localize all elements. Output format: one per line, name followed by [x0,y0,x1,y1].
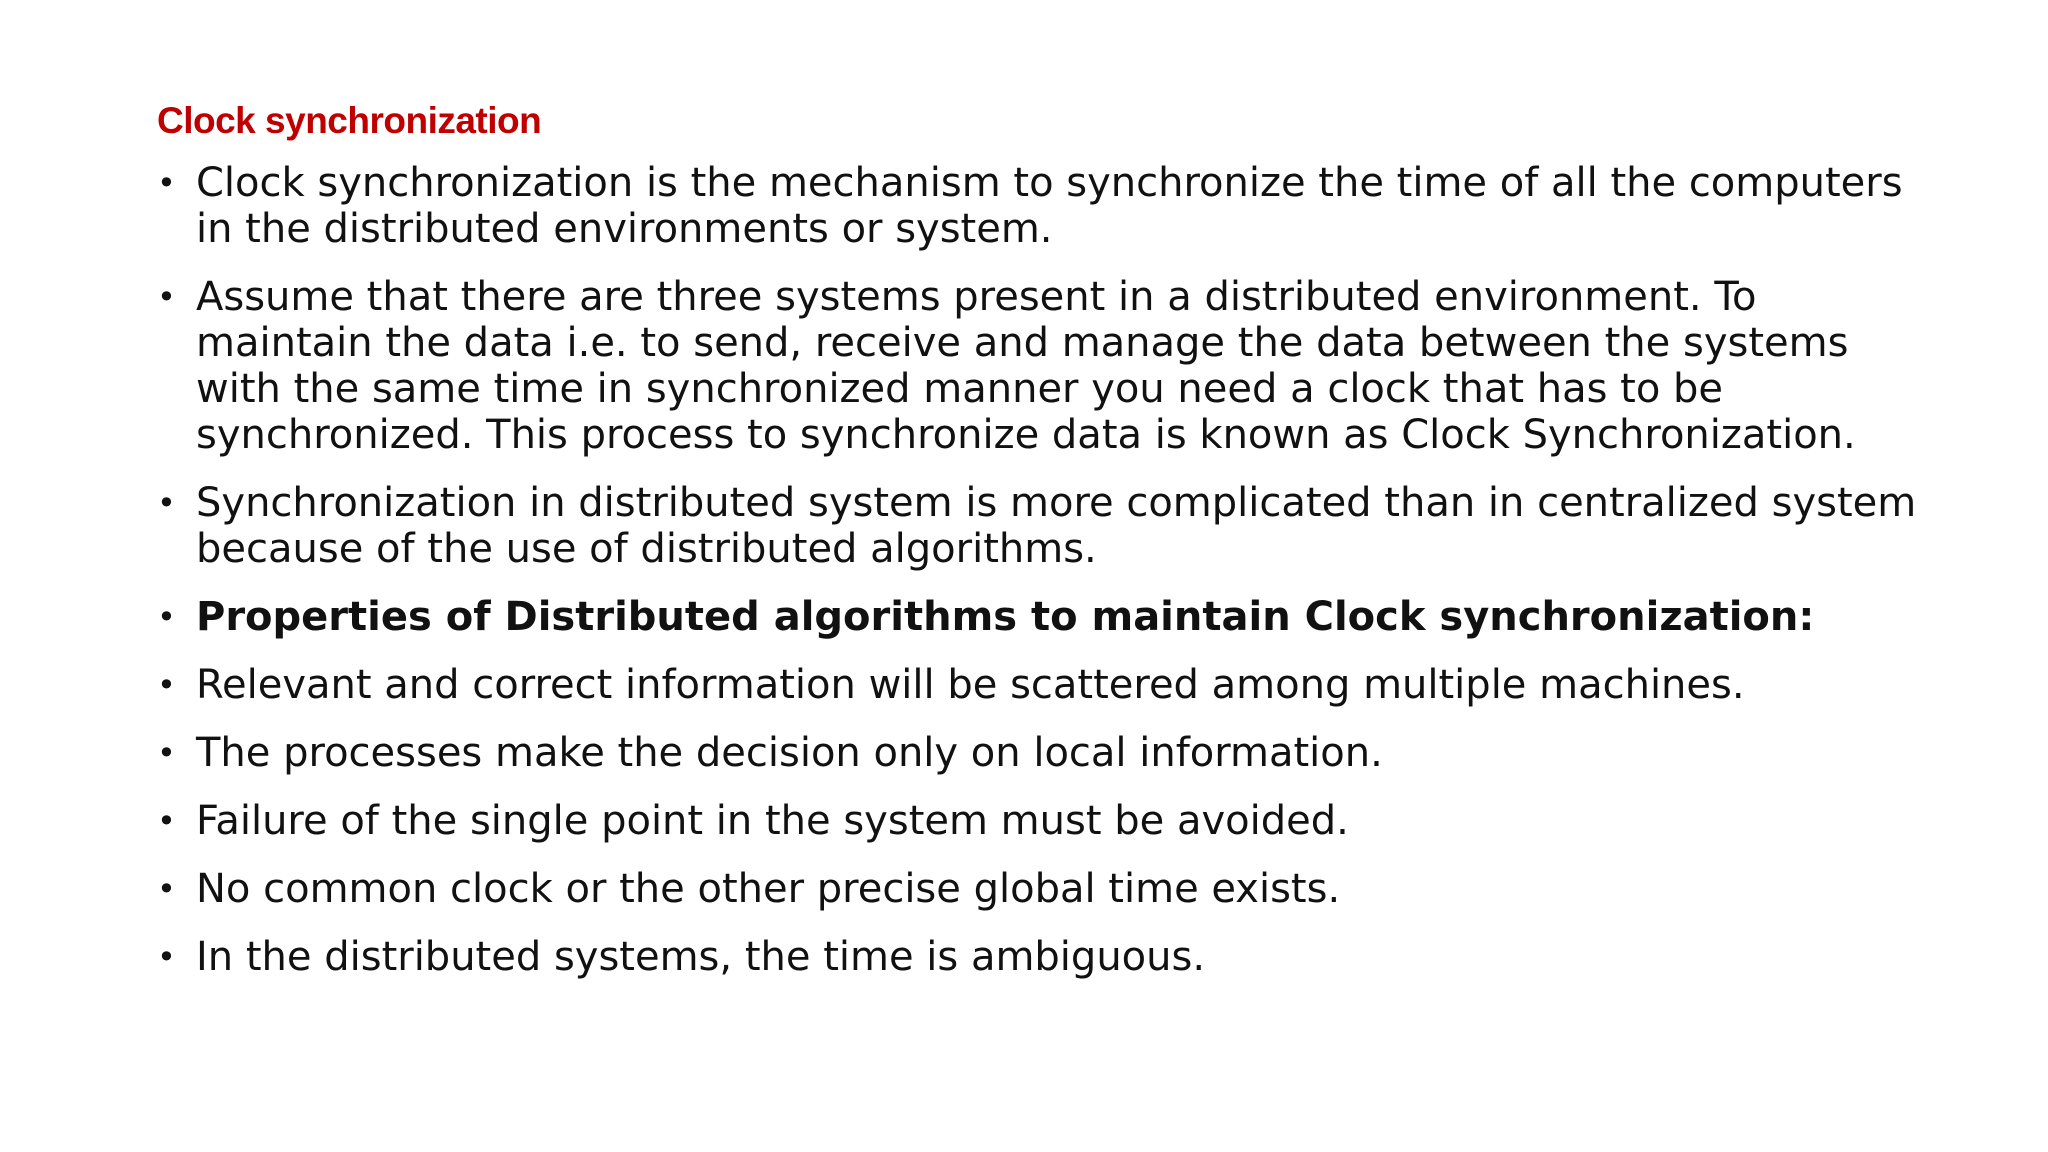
bullet-item-9 [157,934,1917,980]
bullet-icon: • [157,278,176,316]
bullet-icon: • [157,598,176,636]
bullet-item-8 [157,866,1917,912]
bullet-icon: • [157,734,176,772]
bullet-icon: • [157,484,176,522]
slide-title: Clock synchronization [157,100,542,141]
bullet-item-4 [157,594,1917,640]
bullet-text: No common clock or the other precise global time exists. [196,866,1341,912]
bullet-text: The processes make the decision only on local information. [196,730,1383,776]
bullet-item-3 [157,480,1917,572]
bullet-icon: • [157,802,176,840]
bullet-text: Clock synchronization is the mechanism to synchronize the time of all the computers in the distributed environments or system. [196,160,1903,252]
bullet-icon: • [157,666,176,704]
bullet-text: Assume that there are three systems present in a distributed environment. To maintain the data i.e. to send, receive and manage the data between the systems with the same time in synchronized manner you need a clock that has to be synchronized. This process to synchronize data is known as Clock Synchronization. [196,274,1856,458]
bullet-text: Failure of the single point in the system must be avoided. [196,798,1349,844]
bullet-item-2 [157,274,1917,458]
bullet-icon: • [157,164,176,202]
bullet-icon: • [157,870,176,908]
bullet-text: Properties of Distributed algorithms to maintain Clock synchronization: [196,594,1815,640]
bullet-item-7 [157,798,1917,844]
bullet-icon: • [157,938,176,976]
bullet-text: Synchronization in distributed system is more complicated than in centralized system because of the use of distributed algorithms. [196,480,1917,572]
bullet-item-5 [157,662,1917,708]
bullet-list [157,160,1917,1002]
bullet-item-1 [157,160,1917,252]
bullet-text: In the distributed systems, the time is ambiguous. [196,934,1206,980]
bullet-item-6 [157,730,1917,776]
bullet-text: Relevant and correct information will be scattered among multiple machines. [196,662,1745,708]
